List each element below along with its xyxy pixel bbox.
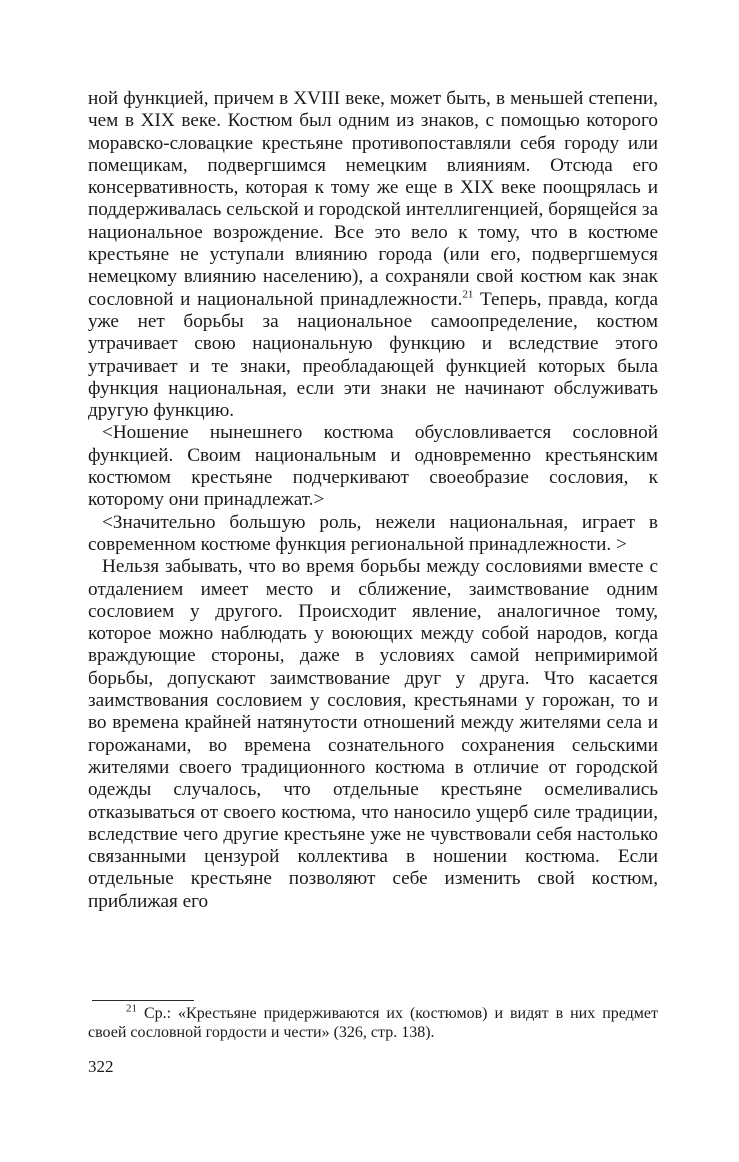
footnote-reference-21: 21: [462, 288, 474, 301]
page-body: [88, 88, 658, 913]
editor-mark-close: >: [313, 489, 325, 511]
paragraph-3-text: Значительно большую роль, нежели национальная, играет в современном костюме функция региональной принадлежности.: [88, 511, 658, 555]
footnote-number: 21: [126, 1002, 137, 1015]
editor-mark-open: <: [102, 511, 113, 533]
footnote-divider: [92, 1000, 194, 1001]
paragraph-4: [88, 556, 658, 913]
footnote-text: Ср.: «Крестьяне придерживаются их (костюмов) и видят в них предмет своей сословной гордости и чести» (326, стр. 138).: [88, 1005, 658, 1041]
paragraph-3: [88, 512, 658, 557]
editor-mark-open: <: [102, 422, 113, 444]
paragraph-1-text-before: ной функцией, причем в XVIII веке, может быть, в меньшей степени, чем в XIX веке. Костюм был одним из знаков, с помощью которого моравско-словацкие крестьяне противопоставляли себя городу или помещикам, подвергшимся немецким влияниям. Отсюда его консервативность, которая к тому же еще в XIX веке поощрялась и поддерживалась сельской и городской интеллигенцией, борящейся за национальное возрождение. Все это вело к тому, что в костюме крестьяне не уступали влиянию города (или его, подвергшемуся немецкому влиянию населению), а сохраняли свой костюм как знак сословной и национальной принадлежности.: [88, 88, 658, 310]
page-number: 322: [88, 1057, 114, 1076]
footnote-21: [88, 1004, 658, 1042]
paragraph-4-text: Нельзя забывать, что во время борьбы между сословиями вместе с отдалением имеет место и сближение, заимствование одним сословием у другого. Происходит явление, аналогичное тому, которое можно наблюдать у воюющих между собой народов, когда враждующие стороны, даже в условиях самой непримиримой борьбы, допускают заимствование друг у друга. Что касается заимствования сословием у сословия, крестьянами у горожан, то и во времена крайней натянутости отношений между жителями села и горожанами, во времена сознательного сохранения сельскими жителями своего традиционного костюма в отличие от городской одежды случалось, что отдельные крестьяне осмеливались отказываться от своего костюма, что наносило ущерб силе традиции, вследствие чего другие крестьяне уже не чувствовали себя настолько связанными цензурой коллектива в ношении костюма. Если отдельные крестьяне позволяют себе изменить свой костюм, приближая его: [88, 556, 658, 912]
editor-mark-close: >: [611, 533, 627, 555]
paragraph-1: [88, 88, 658, 422]
paragraph-2: [88, 422, 658, 511]
paragraph-1-text-after: Теперь, правда, когда уже нет борьбы за национальное самоопределение, костюм утрачивает свою национальную функцию и вследствие этого утрачивает и те знаки, преобладающей функцией которых была функция национальная, если эти знаки не начинают обслуживать другую функцию.: [88, 288, 658, 422]
paragraph-2-text: Ношение нынешнего костюма обусловливается сословной функцией. Своим национальным и одновременно крестьянским костюмом крестьяне подчеркивают своеобразие сословия, к которому они принадлежат.: [88, 422, 658, 511]
